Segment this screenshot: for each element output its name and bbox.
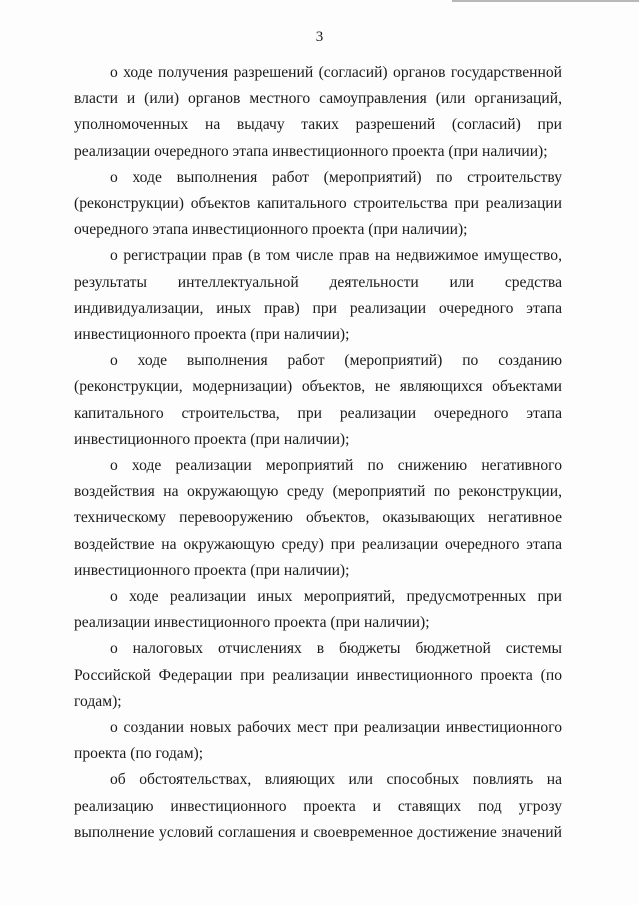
page-number: 3 bbox=[315, 29, 324, 45]
paragraph-non-capital-objects: о ходе выполнения работ (мероприятий) по созданию (реконструкции, модернизации) объектов, не являющихся объектами капитального строительства, при реализации очередного этапа инвестиционного проекта (при наличии); bbox=[74, 352, 562, 448]
paragraph-circumstances: об обстоятельствах, влияющих или способных повлиять на реализацию инвестиционного проекта и ставящих под угрозу выполнение условий соглашения и своевременное достижение значений bbox=[74, 771, 562, 841]
paragraph-other-measures: о ходе реализации иных мероприятий, предусмотренных при реализации инвестиционного проекта (при наличии); bbox=[74, 588, 562, 632]
paragraph-environmental-impact: о ходе реализации мероприятий по снижению негативного воздействия на окружающую среду (мероприятий по реконструкции, техническому перевооружению объектов, оказывающих негативное воздействие на окружающую среду) при реализации очередного этапа инвестиционного проекта (при наличии); bbox=[74, 457, 562, 579]
paragraph-rights-registration: о регистрации прав (в том числе прав на недвижимое имущество, результаты интеллектуальной деятельности или средства индивидуализации, иных прав) при реализации очередного этапа инвестиционного проекта (при наличии); bbox=[74, 247, 562, 344]
top-edge-line bbox=[452, 0, 639, 2]
paragraph-construction: о ходе выполнения работ (мероприятий) по строительству (реконструкции) объектов капитального строительства при реализации очередного этапа инвестиционного проекта (при наличии); bbox=[74, 168, 562, 239]
paragraph-tax-payments: о налоговых отчислениях в бюджеты бюджетной системы Российской Федерации при реализации инвестиционного проекта (по годам); bbox=[74, 640, 562, 710]
document-body bbox=[74, 60, 562, 846]
paragraph-permits: о ходе получения разрешений (согласий) органов государственной власти и (или) органов местного самоуправления (или организаций, уполномоченных на выдачу таких разрешений (согласий) при реализации очередного этапа инвестиционного проекта (при наличии); bbox=[74, 64, 562, 160]
paragraph-new-jobs: о создании новых рабочих мест при реализации инвестиционного проекта (по годам); bbox=[74, 719, 562, 763]
